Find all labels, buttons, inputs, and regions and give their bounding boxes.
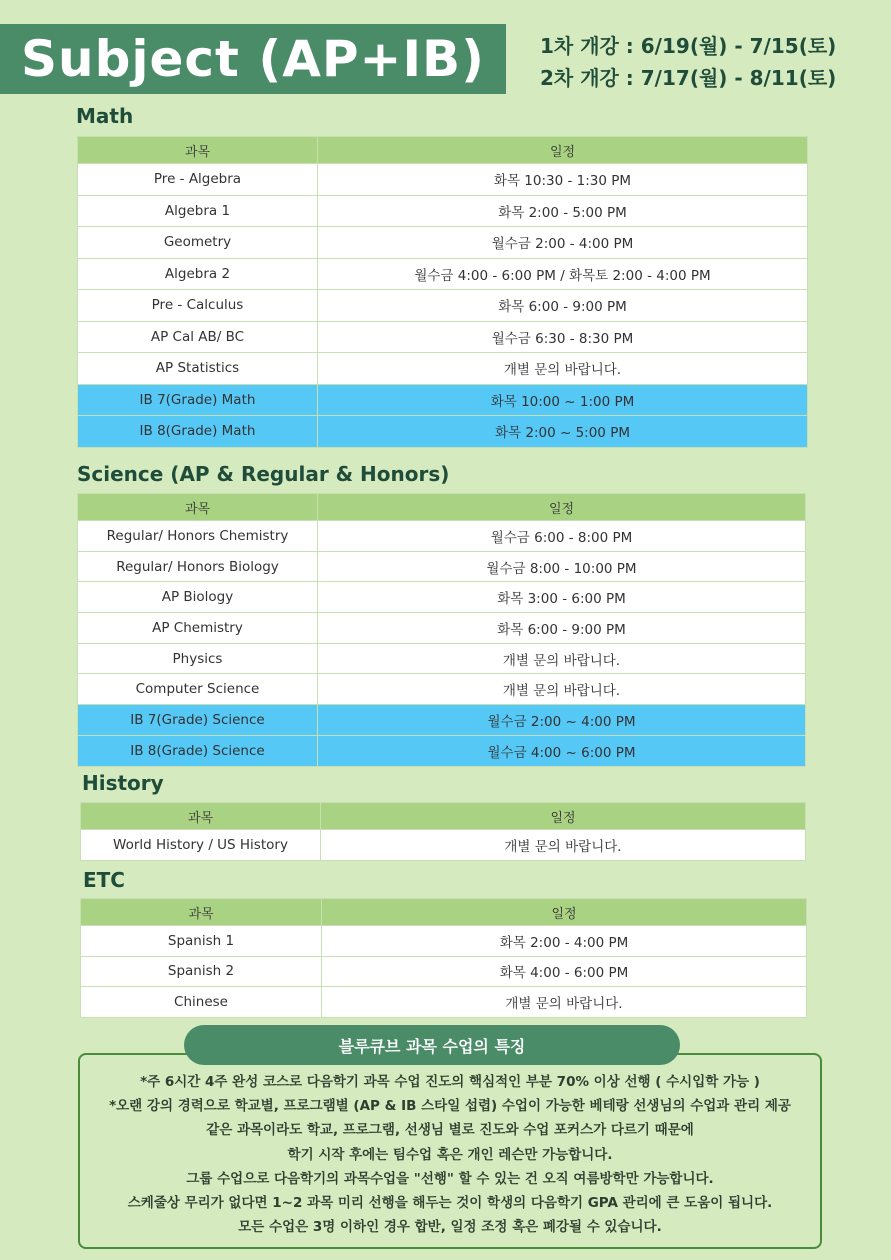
subject-column-header: 과목 [78,494,318,521]
subject-cell: Geometry [78,227,318,259]
math-table-header [78,137,808,164]
title-banner [0,24,506,94]
schedule-cell: 월수금 8:00 - 10:00 PM [318,551,806,582]
table-row [78,551,806,582]
subject-cell: AP Cal AB/ BC [78,321,318,353]
schedule-cell: 화목 2:00 - 4:00 PM [322,926,807,957]
feature-line: *오랜 강의 경력으로 학교별, 프로그램별 (AP & IB 스타일 섭렵) 수업이 가능한 베테랑 선생님의 수업과 관리 제공 [109,1098,791,1115]
schedule-cell: 월수금 6:30 - 8:30 PM [318,321,808,353]
table-row [78,258,808,290]
science-section-title: Science (AP & Regular & Honors) [77,462,450,486]
subject-cell: Computer Science [78,674,318,705]
history-table-header [81,803,806,830]
table-row [78,643,806,674]
schedule-cell: 월수금 2:00 ~ 4:00 PM [318,705,806,736]
schedule-column-header: 일정 [321,803,806,830]
table-row [81,956,807,987]
table-row [78,613,806,644]
history-section-title: History [82,771,164,795]
subject-cell: Regular/ Honors Biology [78,551,318,582]
table-row [81,926,807,957]
schedule-cell: 화목 2:00 - 5:00 PM [318,195,808,227]
table-row-ib [78,416,808,448]
subject-cell: Spanish 1 [81,926,322,957]
schedule-cell: 월수금 6:00 - 8:00 PM [318,521,806,552]
schedule-cell: 개별 문의 바랍니다. [318,674,806,705]
feature-line: 그룹 수업으로 다음학기의 과목수업을 "선행" 할 수 있는 건 오직 여름방학만 가능합니다. [186,1170,714,1187]
schedule-cell: 화목 4:00 - 6:00 PM [322,956,807,987]
schedule-cell: 화목 10:30 - 1:30 PM [318,164,808,196]
table-row-ib [78,384,808,416]
table-row [78,674,806,705]
etc-table-header [81,899,807,926]
history-table [80,802,806,861]
schedule-cell: 개별 문의 바랍니다. [321,830,806,861]
table-row [81,987,807,1018]
subject-column-header: 과목 [81,899,322,926]
subject-cell: IB 7(Grade) Science [78,705,318,736]
table-row [78,353,808,385]
subject-cell: Spanish 2 [81,956,322,987]
schedule-column-header: 일정 [318,137,808,164]
subject-cell: AP Chemistry [78,613,318,644]
subject-cell: Chinese [81,987,322,1018]
course-dates [540,30,880,94]
features-title: 블루큐브 과목 수업의 특징 [184,1025,680,1065]
page-title: Subject (AP+IB) [20,30,486,88]
schedule-column-header: 일정 [322,899,807,926]
subject-cell: Algebra 2 [78,258,318,290]
science-table-header [78,494,806,521]
feature-line: 모든 수업은 3명 이하인 경우 합반, 일정 조정 혹은 폐강될 수 있습니다. [238,1219,662,1236]
subject-cell: Pre - Algebra [78,164,318,196]
schedule-cell: 월수금 4:00 - 6:00 PM / 화목토 2:00 - 4:00 PM [318,258,808,290]
schedule-column-header: 일정 [318,494,806,521]
subject-cell: IB 7(Grade) Math [78,384,318,416]
schedule-cell: 개별 문의 바랍니다. [322,987,807,1018]
science-table [77,493,806,767]
schedule-cell: 개별 문의 바랍니다. [318,353,808,385]
subject-cell: World History / US History [81,830,321,861]
first-session-date: 1차 개강 : 6/19(월) - 7/15(토) [540,34,837,58]
subject-cell: Regular/ Honors Chemistry [78,521,318,552]
subject-cell: IB 8(Grade) Science [78,735,318,766]
table-row [78,227,808,259]
schedule-cell: 화목 6:00 - 9:00 PM [318,613,806,644]
schedule-cell: 화목 10:00 ~ 1:00 PM [318,384,808,416]
feature-line: *주 6시간 4주 완성 코스로 다음학기 과목 수업 진도의 핵심적인 부분 70% 이상 선행 ( 수시입학 가능 ) [140,1074,760,1090]
subject-cell: Pre - Calculus [78,290,318,322]
schedule-cell: 화목 6:00 - 9:00 PM [318,290,808,322]
schedule-cell: 월수금 4:00 ~ 6:00 PM [318,735,806,766]
table-row [78,164,808,196]
table-row-ib [78,735,806,766]
feature-line: 같은 과목이라도 학교, 프로그램, 선생님 별로 진도와 수업 포커스가 다르기 때문에 [206,1122,694,1139]
schedule-cell: 화목 3:00 - 6:00 PM [318,582,806,613]
table-row [78,582,806,613]
etc-table [80,898,807,1018]
feature-line: 스케줄상 무리가 없다면 1~2 과목 미리 선행을 해두는 것이 학생의 다음학기 GPA 관리에 큰 도움이 됩니다. [127,1195,773,1212]
subject-cell: Physics [78,643,318,674]
etc-section-title: ETC [83,868,125,892]
feature-line: 학기 시작 후에는 팀수업 혹은 개인 레슨만 가능합니다. [287,1146,613,1163]
schedule-cell: 개별 문의 바랍니다. [318,643,806,674]
math-table [77,136,808,448]
subject-cell: IB 8(Grade) Math [78,416,318,448]
table-row [78,195,808,227]
table-row [81,830,806,861]
table-row [78,521,806,552]
features-list [80,1070,820,1239]
table-row-ib [78,705,806,736]
subject-column-header: 과목 [81,803,321,830]
subject-cell: AP Statistics [78,353,318,385]
subject-column-header: 과목 [78,137,318,164]
subject-cell: AP Biology [78,582,318,613]
schedule-cell: 월수금 2:00 - 4:00 PM [318,227,808,259]
table-row [78,321,808,353]
table-row [78,290,808,322]
math-section-title: Math [76,104,134,128]
second-session-date: 2차 개강 : 7/17(월) - 8/11(토) [540,66,837,90]
subject-cell: Algebra 1 [78,195,318,227]
schedule-cell: 화목 2:00 ~ 5:00 PM [318,416,808,448]
